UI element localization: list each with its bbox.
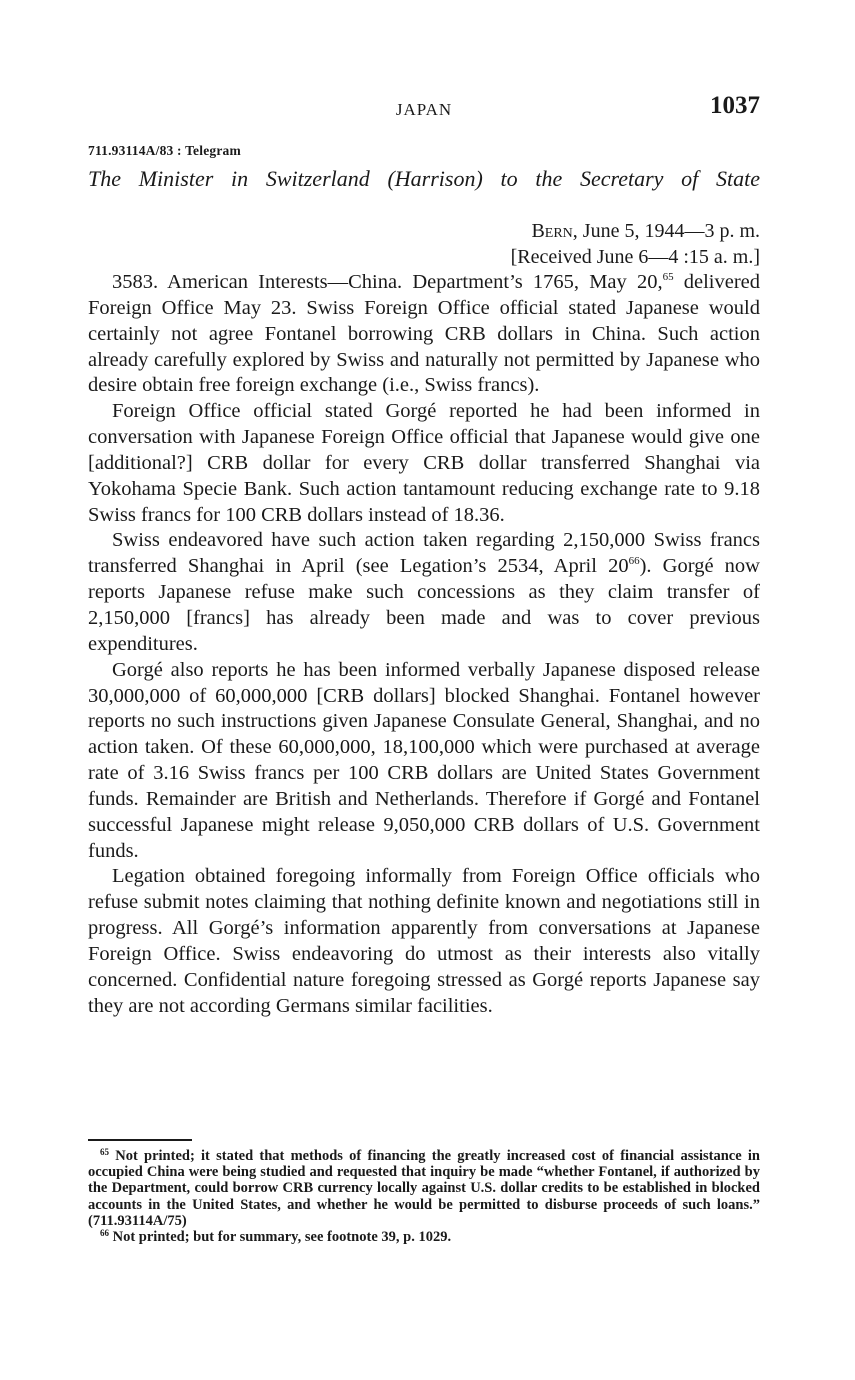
footnote-ref-66: 66 — [628, 555, 640, 568]
paragraph-1-text-b: delivered Foreign Office May 23. Swiss Foreign Office official stated Japanese would certainly not agree Fontanel borrowing CRB dollars in China. Such action already carefully explored by Swiss and naturally not permitted by Japanese who desire obtain free foreign exchange (i.e., Swiss francs). — [88, 271, 761, 397]
page-number: 1037 — [710, 92, 760, 119]
running-title: JAPAN — [395, 100, 453, 119]
dateline-place: Bern — [531, 220, 573, 242]
footnotes — [88, 1148, 760, 1245]
dateline-date: , June 5, 1944—3 p. m. — [572, 220, 760, 242]
paragraph-2: Foreign Office official stated Gorgé reported he had been informed in conversation with Japanese Foreign Office official that Japanese would give one [additional?] CRB dollar for every CRB dollar transferred Shanghai via Yokohama Specie Bank. Such action tantamount reducing exchange rate to 9.18 Swiss francs for 100 CRB dollars instead of 18.36. — [88, 400, 760, 526]
footnote-rule — [88, 1139, 192, 1141]
paragraph-5: Legation obtained foregoing informally from Foreign Office officials who refuse submit notes claiming that nothing definite known and negotiations still in progress. All Gorgé’s information apparently from conversations at Japanese Foreign Office. Swiss endeavoring do utmost as their interests also vitally concerned. Confidential nature foregoing stressed as Gorgé reports Japanese say they are not according Germans similar facilities. — [88, 865, 760, 1017]
running-head — [88, 92, 760, 126]
paragraph-3-text-b: ). Gorgé now reports Japanese refuse make such concessions as they claim transfer of 2,150,000 [francs] has already been made and was to cover previous expenditures. — [88, 555, 760, 655]
file-reference: 711.93114A/83 : Telegram — [88, 143, 241, 158]
document-heading: The Minister in Switzerland (Harrison) to the Secretary of State — [88, 166, 760, 191]
paragraph-1-text-a: 3583. American Interests—China. Department’s 1765, May 20, — [112, 271, 663, 293]
footnote-ref-65: 65 — [662, 271, 674, 283]
telegram-body — [88, 270, 760, 1019]
dateline-sent — [511, 218, 760, 244]
footnote-65-mark: 65 — [100, 1147, 109, 1157]
paragraph-4: Gorgé also reports he has been informed verbally Japanese disposed release 30,000,000 of 60,000,000 [CRB dollars] blocked Shanghai. Fontanel however reports no such instructions given Japanese Consulate General, Shanghai, and no action taken. Of these 60,000,000, 18,100,000 which were purchased at average rate of 3.16 Swiss francs per 100 CRB dollars are United States Government funds. Remainder are British and Netherlands. Therefore if Gorgé and Fontanel successful Japanese might release 9,050,000 CRB dollars of U.S. Government funds. — [88, 658, 760, 862]
dateline — [511, 218, 760, 270]
paragraph-3-text-a: Swiss endeavored have such action taken regarding 2,150,000 Swiss francs transferred Shanghai in April (see Legation’s 2534, April 20 — [88, 529, 760, 578]
document-page — [88, 0, 760, 1380]
footnote-66-mark: 66 — [100, 1228, 109, 1239]
footnote-66 — [88, 1229, 760, 1245]
dateline-received: [Received June 6—4 :15 a. m.] — [510, 246, 760, 268]
footnote-65-text: Not printed; it stated that methods of financing the greatly increased cost of financial assistance in occupied China were being studied and requested that inquiry be made “whether Fontanel, if authorized by the Department, could borrow CRB currency locally against U.S. dollar credits to be established in blocked accounts in the United States, and whether he would be permitted to disburse proceeds of such loans.” (711.93114A/75) — [88, 1148, 760, 1229]
footnote-66-text: Not printed; but for summary, see footnote 39, p. 1029. — [112, 1229, 452, 1246]
paragraph-3 — [88, 528, 760, 657]
footnote-65 — [88, 1148, 760, 1229]
paragraph-1 — [88, 270, 760, 399]
